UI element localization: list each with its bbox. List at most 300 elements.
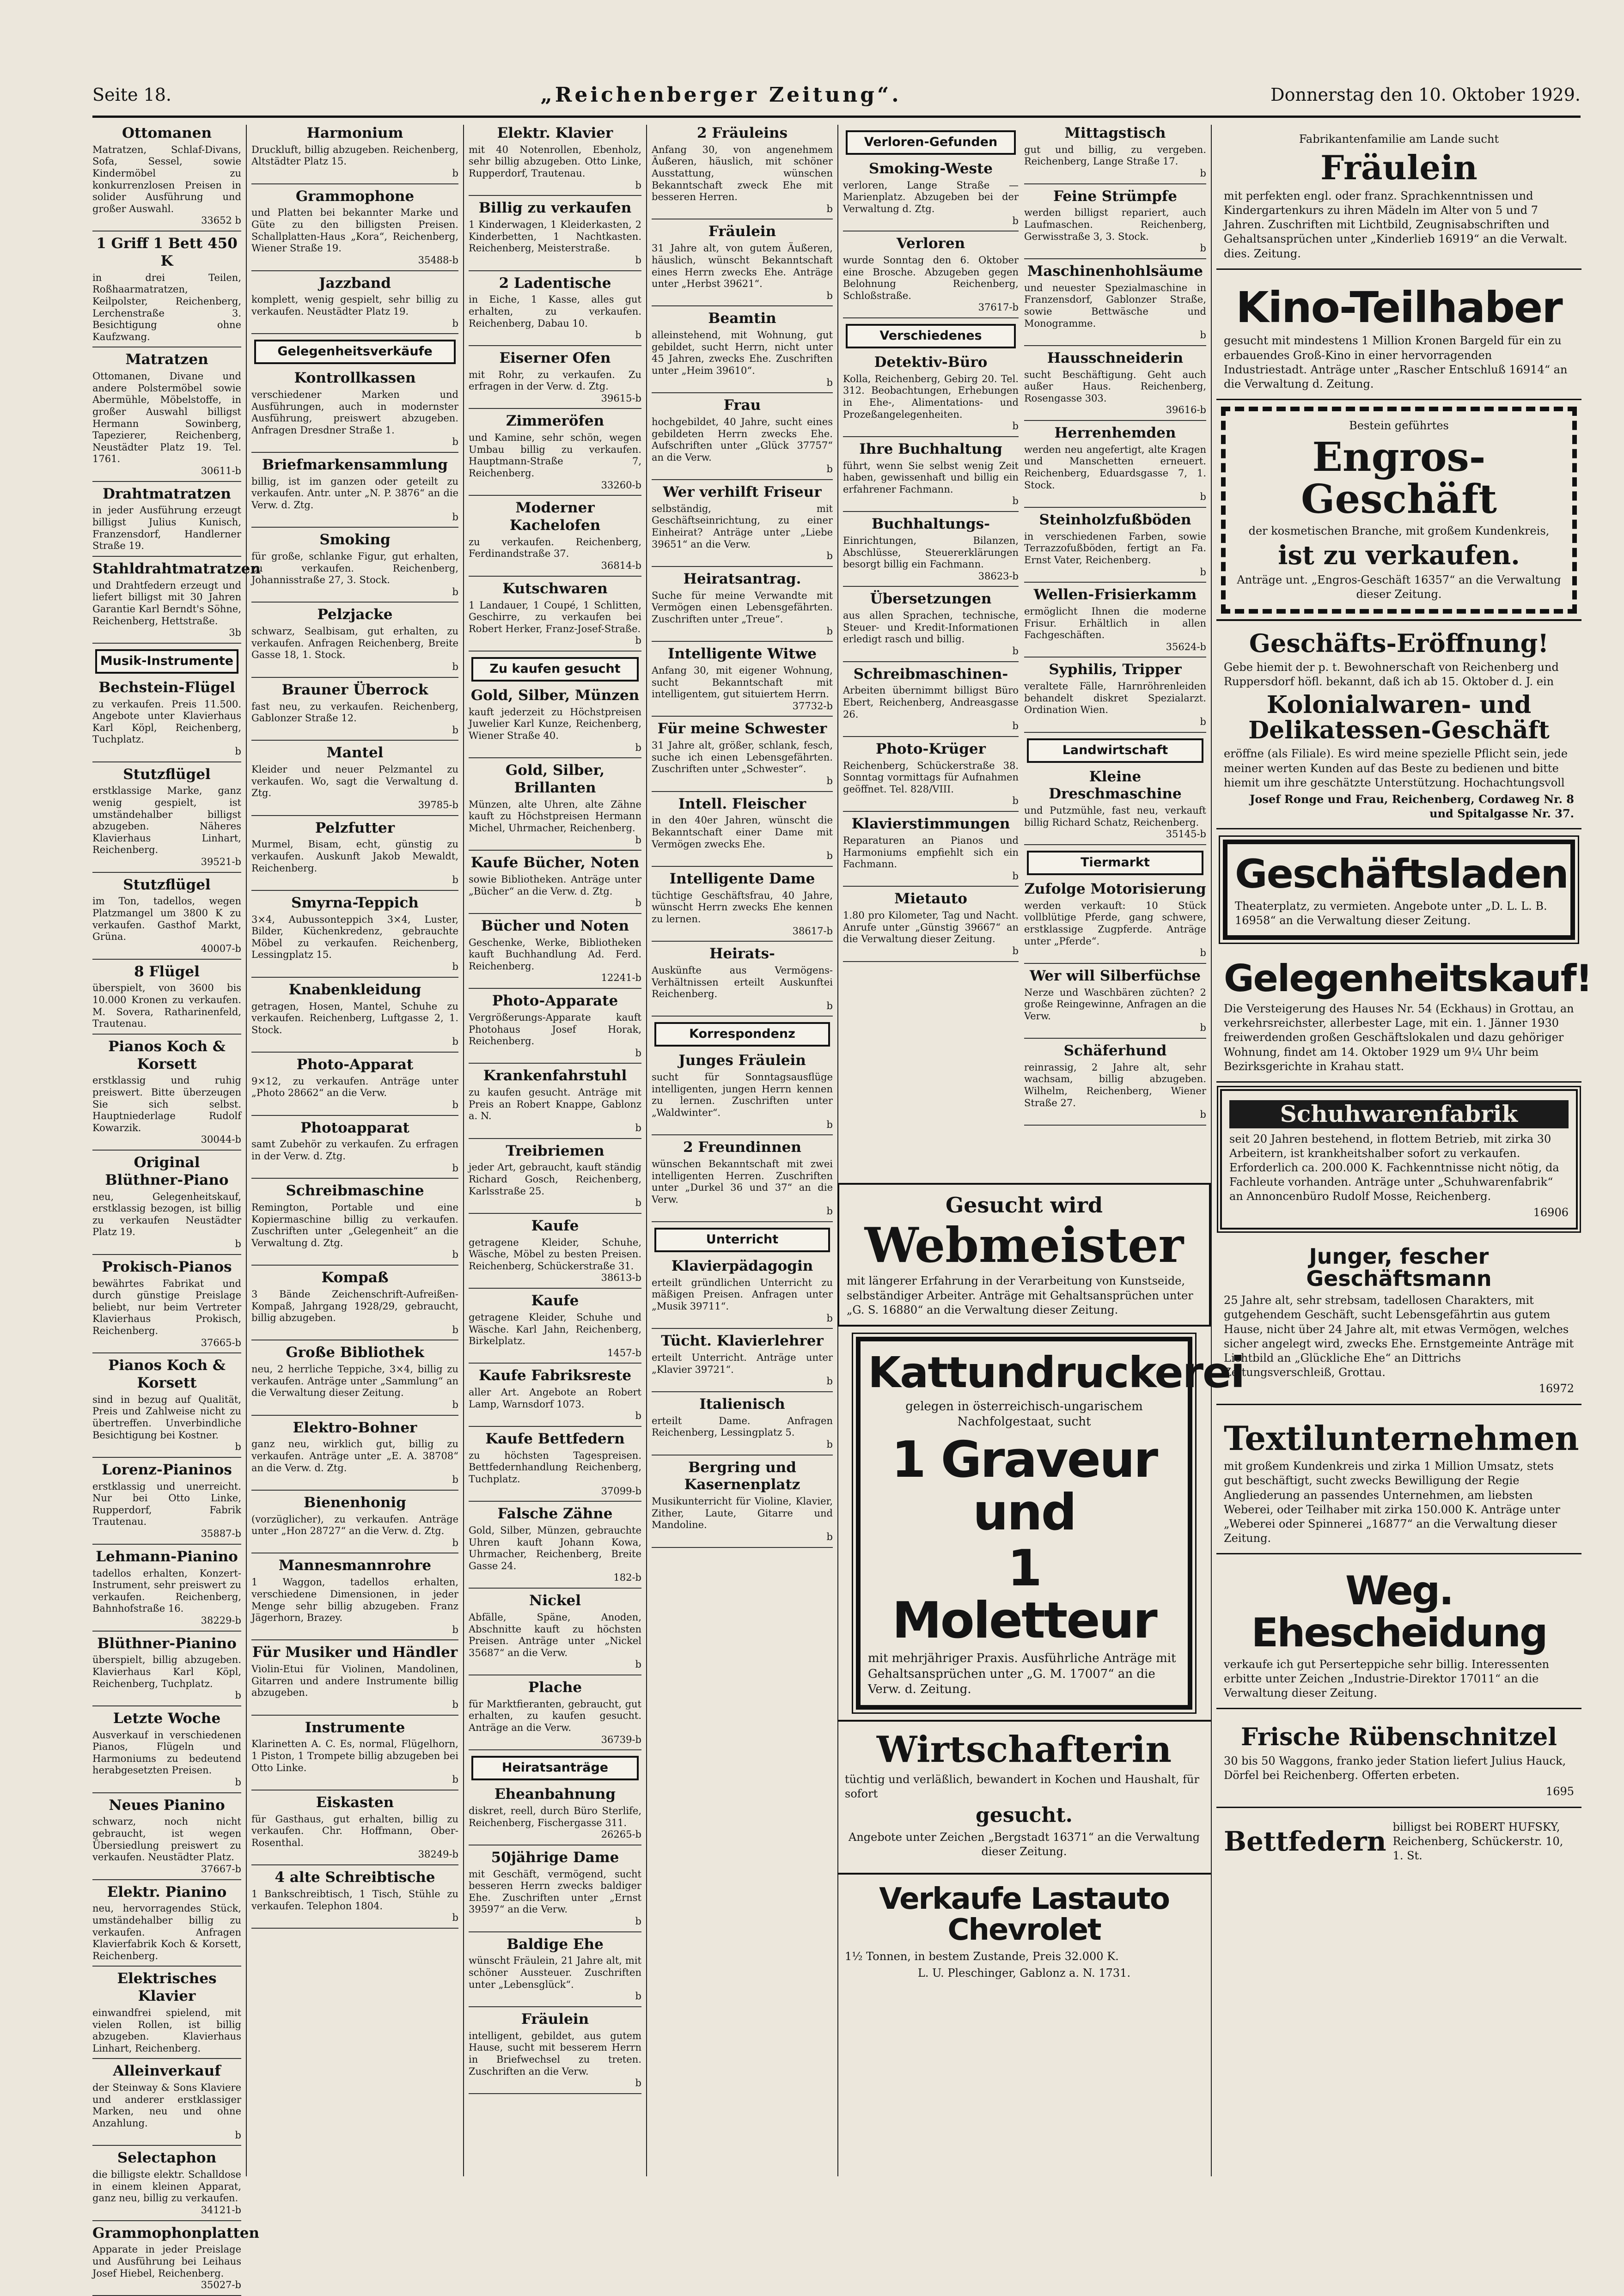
classified-ad <box>92 1548 241 1632</box>
ad-text: (vorzüglicher), zu verkaufen. Anträge unter „Hon 28727“ an die Verw. d. Ztg. <box>251 1513 458 1537</box>
ad-text: bewährtes Fabrikat und durch günstige Preislage beliebt, nur beim Vertreter Klavierhaus Prokisch, Reichenberg. <box>92 1278 241 1336</box>
classified-ad <box>92 1259 241 1353</box>
ad-number: b <box>635 1659 641 1670</box>
ad-heading: Beamtin <box>708 310 776 327</box>
classified-ad <box>92 2224 260 2296</box>
ad-number: b <box>826 850 833 862</box>
ad-text: aller Art. Angebote an Robert Lamp, Warnsdorf 1073. <box>469 1387 641 1410</box>
ad-heading: Matratzen <box>125 351 208 368</box>
ad-text: Anfang 30, von angenehmem Äußeren, häuslich, mit schöner Ausstattung, wünschen Bekanntschaft zweck Ehe mit besseren Herren. <box>652 144 833 203</box>
classified-ad <box>652 484 833 567</box>
classified-ad <box>469 1592 641 1675</box>
ad-heading: Photoapparat <box>300 1119 409 1136</box>
ad-heading: Übersetzungen <box>870 591 992 608</box>
ad-text: Matratzen, Schlaf-Divans, Sofa, Sessel, sowie Kindermöbel zu konkurrenzlosen Preisen in solider Ausführung und großer Auswahl. <box>92 144 241 214</box>
classified-ad <box>251 1120 458 1179</box>
ad-text: tadellos erhalten, Konzert-Instrument, sehr preiswert zu verkaufen. Reichenberg, Bahnhofstraße 16. <box>92 1567 241 1614</box>
ad-heading: Gold, Silber, Münzen <box>470 687 640 704</box>
classified-ad <box>469 918 641 989</box>
ad-text: Suche für meine Verwandte mit Vermögen einen Lebensgefährten. Zuschriften unter „Treue“. <box>652 590 833 625</box>
ad-text: und Drahtfedern erzeugt und liefert billigst mit 30 Jahren Garantie Karl Berndt's Söhne, Reichenberg, Hettstraße. <box>92 579 241 627</box>
ad-heading: Pelzjacke <box>317 606 393 623</box>
ad-number: 37667-b <box>201 1863 241 1875</box>
ad-heading: Elektr. Klavier <box>497 125 613 141</box>
ad-heading: Kaufe <box>531 1292 579 1309</box>
ad-rueben-text: 30 bis 50 Waggons, franko jeder Station liefert Julius Hauck, Dörfel bei Reichenberg. Offerten erbeten. <box>1224 1754 1566 1782</box>
ad-rueben-num: 1695 <box>1545 1785 1574 1798</box>
section-heading: Musik-Instrumente <box>95 649 238 674</box>
ad-text: in drei Teilen, Roßhaarmatratzen, Keilpolster, Reichenberg, Lerchenstraße 3. Besichtigung ohne Kaufzwang. <box>92 272 241 342</box>
ad-text: 1 Bankschreibtisch, 1 Tisch, Stühle zu verkaufen. Telephon 1804. <box>251 1888 458 1912</box>
classified-ad <box>92 1884 241 1967</box>
ad-junger-title: Junger, fescher Geschäftsmann <box>1306 1243 1492 1291</box>
ad-number: b <box>1012 870 1019 882</box>
ad-gelegen-title: Gelegenheitskauf! <box>1224 957 1592 1000</box>
ad-text: intelligent, gebildet, aus gutem Hause, sucht mit besserem Herrn in Briefwechsel zu treten. Zuschriften an die Verw. <box>469 2030 641 2077</box>
column-5 <box>843 125 1019 1169</box>
ad-text: in verschiedenen Farben, sowie Terrazzofußböden, fertigt an Fa. Ernst Vater, Reichenberg. <box>1024 530 1206 566</box>
classified-ad <box>652 310 833 393</box>
ad-number: b <box>635 897 641 909</box>
ad-heading: Schreibmaschine <box>286 1182 424 1200</box>
ad-kattun-graveur: 1 Graveur und <box>891 1431 1157 1541</box>
header-rule <box>92 116 1581 118</box>
section-heading: Gelegenheitsverkäufe <box>254 340 456 364</box>
ad-number: b <box>452 1624 458 1635</box>
classified-ad <box>469 413 641 496</box>
ad-number: 37617-b <box>978 302 1019 313</box>
ad-text: veraltete Fälle, Harnröhrenleiden behandelt diskret Spezialarzt. Ordination Wien. <box>1024 681 1206 716</box>
ad-number: b <box>452 724 458 736</box>
column-divider <box>1211 125 1212 2176</box>
ad-heading: Brauner Überrock <box>281 681 428 698</box>
ad-heading: Maschinenhohlsäume <box>1027 262 1203 280</box>
ad-number: 38229-b <box>201 1614 241 1626</box>
ad-heading: Smoking-Weste <box>868 160 993 177</box>
ad-heading: Zimmeröfen <box>506 413 604 430</box>
ad-number: b <box>452 511 458 523</box>
ad-text: Gold, Silber, Münzen, gebrauchte Uhren kauft Johann Kowa, Uhrmacher, Reichenberg, Breite Gasse 24. <box>469 1525 641 1571</box>
classified-ad <box>652 397 833 480</box>
ad-heading: Photo-Apparat <box>296 1056 414 1073</box>
ad-text: tüchtige Geschäftsfrau, 40 Jahre, wünscht Herrn zwecks Ehe kennen zu lernen. <box>652 889 833 925</box>
classified-ad <box>469 854 641 914</box>
ad-heading: Wer verhilft Friseur <box>663 484 822 501</box>
ad-text: 31 Jahre alt, von gutem Äußeren, häuslich, wünscht Bekanntschaft eines Herrn zwecks Ehe. Anträge unter „Herbst 39621“. <box>652 243 833 290</box>
ad-text: erstklassig und unerreicht. Nur bei Otto Linke, Rupperdorf, Fabrik Trautenau. <box>92 1480 241 1528</box>
ad-text: Ottomanen, Divane und andere Polstermöbel sowie Abermühle, Möbelstoffe, in großer Auswahl billigst Hermann Sowinberg, Tapezierer, Reichenberg, Neustädter Platz 19. Tel. 1761. <box>92 371 241 465</box>
ad-gelegen-text: Die Versteigerung des Hauses Nr. 54 (Eckhaus) in Grottau, an verkehrsreichster, allerbester Lage, mit ein. 1. Jänner 1930 freiwerdenden großen Geschäftslokalen und dazu gehöriger Wohnung, findet am 14. Oktober 1929 um 9¼ Uhr beim Bezirksgerichte in Krahau statt. <box>1224 1002 1574 1073</box>
ad-text: erteilt gründlichen Unterricht zu mäßigen Preisen. Anfragen unter „Musik 39711“. <box>652 1277 833 1312</box>
ad-text: mit Rohr, zu verkaufen. Zu erfragen in der Verw. d. Ztg. <box>469 369 641 392</box>
ad-heading: Harmonium <box>306 125 403 141</box>
ad-text: neu, Gelegenheitskauf, erstklassig bezogen, ist billig zu verkaufen Neustädter Platz 19. <box>92 1191 241 1238</box>
ad-junger-num: 16972 <box>1539 1382 1574 1395</box>
ad-number: 1457-b <box>607 1347 641 1358</box>
ad-number: 36739-b <box>601 1734 641 1745</box>
classified-ad <box>251 125 458 184</box>
ad-number: 30044-b <box>201 1134 241 1145</box>
ad-number: b <box>1200 243 1206 254</box>
classified-ad <box>652 1052 833 1135</box>
ad-eroeff-sign: Josef Ronge und Frau, Reichenberg, Cordaweg Nr. 8 und Spitalgasse Nr. 37. <box>1250 792 1574 821</box>
ad-heading: Verloren <box>896 235 965 252</box>
classified-ad <box>92 1710 241 1793</box>
ad-number: b <box>452 1099 458 1110</box>
ad-number: b <box>452 661 458 673</box>
classified-ad <box>469 1679 641 1750</box>
ad-number: b <box>635 1410 641 1422</box>
ad-wirtschafterin-title: Wirtschafterin <box>876 1729 1172 1771</box>
ad-heading: Letzte Woche <box>113 1710 221 1727</box>
ad-wirtschafterin-text: tüchtig und verläßlich, bewandert in Kochen und Haushalt, für sofort <box>845 1773 1199 1801</box>
classified-ad <box>251 744 458 816</box>
ad-text: werden billigst repariert, auch Laufmaschen. Reichenberg, Gerwisstraße 3, 3. Stock. <box>1024 207 1206 242</box>
ad-number: b <box>1012 795 1019 807</box>
classified-ad <box>1024 768 1206 845</box>
ad-engros-title2: ist zu verkaufen. <box>1278 540 1520 571</box>
classified-ad <box>469 499 641 576</box>
ad-number: 39616-b <box>1166 404 1206 416</box>
classified-ad <box>843 516 1019 587</box>
column-3 <box>469 125 641 2176</box>
ad-heading: Lorenz-Pianinos <box>102 1461 232 1478</box>
ad-number: b <box>235 1777 241 1788</box>
classified-ad <box>92 125 241 231</box>
ad-number: b <box>635 635 641 646</box>
ad-number: b <box>452 1774 458 1785</box>
ad-text: getragen, Hosen, Mantel, Schuhe zu verkaufen. Reichenberg, Luftgasse 2, 1. Stock. <box>251 1000 458 1035</box>
ad-heading: Alleinverkauf <box>113 2063 221 2080</box>
ad-text: getragene Kleider, Schuhe, Wäsche, Möbel zu besten Preisen. Reichenberg, Schückerstraße 31. <box>469 1236 641 1272</box>
classified-ad <box>92 486 241 557</box>
classified-ad <box>1024 125 1206 184</box>
ad-text: überspielt, von 3600 bis 10.000 Kronen zu verkaufen. M. Sovera, Ratharinenfeld, Trautenau. <box>92 982 241 1029</box>
section-heading: Landwirtschaft <box>1027 738 1203 763</box>
ad-text: wurde Sonntag den 6. Oktober eine Brosche. Abzugeben gegen Belohnung Reichenberg, Schloßstraße. <box>843 255 1019 301</box>
ad-wirtschafterin <box>837 1720 1211 1866</box>
ad-wirtschafterin-text2: Angebote unter Zeichen „Bergstadt 16371“ an die Verwaltung dieser Zeitung. <box>848 1830 1200 1858</box>
ad-text: Remington, Portable und eine Kopiermaschine billig zu verkaufen. Zuschriften unter „Gelegenheit“ an die Verwaltung d. Ztg. <box>251 1202 458 1248</box>
ad-heading: Briefmarkensammlung <box>262 456 448 473</box>
section-heading: Korrespondenz <box>654 1022 830 1047</box>
ad-text: kauft jederzeit zu Höchstpreisen Juwelier Karl Kunze, Reichenberg, Wiener Straße 40. <box>469 706 641 741</box>
classified-ad <box>251 1869 458 1929</box>
ad-text: Anfang 30, mit eigener Wohnung, sucht Bekanntschaft mit intelligentem, gut situiertem Herrn. <box>652 664 833 700</box>
classified-ad <box>92 560 261 644</box>
classified-ad <box>251 1056 458 1116</box>
classified-ad <box>652 871 833 942</box>
ad-number: b <box>452 317 458 329</box>
ad-number: 33652 b <box>201 215 241 226</box>
classified-ad <box>92 877 241 960</box>
ad-text: werden verkauft: 10 Stück vollblütige Pferde, gang schwere, erstklassige Zugpferde. Anträge unter „Pferde“. <box>1024 900 1206 947</box>
classified-ad <box>469 1367 641 1427</box>
ad-heading: Feine Strümpfe <box>1053 188 1177 205</box>
ad-text: und Platten bei bekannter Marke und Güte zu den billigsten Preisen. Schallplatten-Haus „Kora“, Reichenberg, Wiener Straße 19. <box>251 207 458 254</box>
ad-rueben-title: Frische Rübenschnitzel <box>1240 1723 1557 1752</box>
ad-number: b <box>1200 168 1206 179</box>
ad-text: jeder Art, gebraucht, kauft ständig Richard Gosch, Reichenberg, Karlsstraße 25. <box>469 1162 641 1197</box>
ad-text: alleinstehend, mit Wohnung, gut gebildet, sucht Herrn, nicht unter 45 Jahren, zwecks Ehe. Zuschriften unter „Heim 39610“. <box>652 329 833 376</box>
classified-ad <box>1024 188 1206 259</box>
classified-ad <box>469 580 641 652</box>
ad-heading: Lehmann-Pianino <box>96 1548 238 1565</box>
ad-text: Nerze und Waschbären züchten? 2 große Reingewinne, Anfragen an die Verw. <box>1024 987 1206 1022</box>
ad-text: Violin-Etui für Violinen, Mandolinen, Gitarren und andere Instrumente billig abzugeben. <box>251 1663 458 1699</box>
ad-heading: Eheanbahnung <box>494 1786 616 1803</box>
ad-text: Arbeiten übernimmt billigst Büro Ebert, Reichenberg, Andreasgasse 26. <box>843 685 1019 720</box>
ad-text: fast neu, zu verkaufen. Reichenberg, Gablonzer Straße 12. <box>251 700 458 724</box>
ad-heading: Kompaß <box>321 1269 389 1286</box>
ad-heading: Neues Pianino <box>109 1797 225 1814</box>
ad-text: sucht Beschäftigung. Geht auch außer Haus. Reichenberg, Rosengasse 303. <box>1024 369 1206 404</box>
ad-number: b <box>635 1991 641 2002</box>
ad-heading: 2 Freundinnen <box>683 1139 801 1156</box>
ad-number: b <box>1012 420 1019 432</box>
ad-heading: Hausschneiderin <box>1047 349 1184 366</box>
ad-heading: Eiskasten <box>316 1794 394 1811</box>
ad-textil-text: mit großem Kundenkreis und zirka 1 Million Umsatz, stets gut beschäftigt, sucht zwecks Bewilligung der Regie Angliederung an passendes Unternehmen, am liebsten Weberei, oder Teilhaber mit zirka 150.000 K. Anträge unter „Weberei oder Spinnerei „16877“ an die Verwaltung dieser Zeitung. <box>1224 1460 1561 1545</box>
ad-number: b <box>635 1916 641 1927</box>
ad-number: b <box>1200 491 1206 503</box>
ad-heading: Schäferhund <box>1063 1042 1167 1060</box>
ad-text: der Steinway & Sons Klaviere und anderer erstklassiger Marken, neu und ohne Anzahlung. <box>92 2082 241 2129</box>
ad-text: Geschenke, Werke, Bibliotheken kauft Buchhandlung Ad. Ferd. Reichenberg. <box>469 937 641 972</box>
ad-ruebenschnitzel <box>1216 1716 1581 1808</box>
classified-ad <box>843 890 1019 962</box>
classified-ad <box>251 457 458 528</box>
ad-text: überspielt, billig abzugeben. Klavierhaus Karl Köpl, Reichenberg, Tuchplatz. <box>92 1654 241 1689</box>
ad-number: b <box>635 179 641 191</box>
ad-heading: Elektr. Pianino <box>107 1883 227 1900</box>
column-divider <box>646 125 647 2176</box>
display-ads-lower <box>837 1183 1244 2176</box>
classified-ad <box>92 235 241 347</box>
ad-gelegenheitskauf <box>1216 950 1592 1083</box>
ad-heading: 1 Griff 1 Bett 450 K <box>96 235 238 269</box>
section-heading: Unterricht <box>654 1228 830 1252</box>
ad-text: hochgebildet, 40 Jahre, sucht eines gebildeten Herrn zwecks Ehe. Aufschriften unter „Glück 37757“ an die Verw. <box>652 416 833 463</box>
ad-schuh-text: seit 20 Jahren bestehend, in flottem Betrieb, mit zirka 30 Arbeitern, ist krankheitshalber sofort zu verkaufen. Erforderlich ca. 200.000 K. Fachkenntnisse nicht nötig, da Fachleute vorhanden. Anträge unter „Schuhwarenfabrik“ an Annoncenbüro Rudolf Mosse, Reichenberg. <box>1229 1132 1559 1203</box>
ad-webmeister-text: mit längerer Erfahrung in der Verarbeitung von Kunstseide, selbständiger Arbeiter. Anträge mit Gehaltsansprüchen unter „G. S. 16880“ an die Verwaltung dieser Zeitung. <box>847 1274 1193 1316</box>
ad-number: b <box>1200 947 1206 959</box>
ad-number: b <box>452 586 458 597</box>
ad-number: 37665-b <box>201 1337 241 1348</box>
ad-heading: Mannesmannrohre <box>278 1557 432 1574</box>
ad-number: b <box>826 625 833 637</box>
ad-text: im Ton, tadellos, wegen Platzmangel um 3800 K zu verkaufen. Gasthof Markt, Grüna. <box>92 895 241 943</box>
ad-number: b <box>452 1474 458 1486</box>
classified-ad <box>251 1644 458 1715</box>
classified-ad <box>652 1333 833 1392</box>
ad-textil-title: Textilunternehmen <box>1224 1418 1579 1458</box>
ad-heading: 50jährige Dame <box>491 1849 619 1866</box>
ad-engros-text2: Anträge unt. „Engros-Geschäft 16357“ an die Verwaltung dieser Zeitung. <box>1237 573 1561 601</box>
ad-number: 37099-b <box>601 1485 641 1497</box>
classified-ad <box>843 591 1019 662</box>
ad-heading: Eiserner Ofen <box>499 349 611 366</box>
ad-number: b <box>826 1376 833 1387</box>
classified-ad <box>469 350 641 409</box>
section-heading: Zu kaufen gesucht <box>471 657 639 682</box>
ad-heading: Falsche Zähne <box>497 1505 613 1523</box>
ad-geschaeftsladen <box>1223 840 1575 940</box>
ad-ehe-title: Weg. Ehescheidung <box>1251 1568 1547 1656</box>
ad-engros-top: Bestein geführtes <box>1349 419 1449 432</box>
ad-text: 1 Kinderwagen, 1 Kleiderkasten, 2 Kinderbetten, 1 Nachtkasten. Reichenberg, Meisterstraße. <box>469 219 641 254</box>
ad-eroeff-title2: Kolonialwaren- und Delikatessen-Geschäft <box>1248 691 1550 744</box>
ad-heading: Kutschwaren <box>502 580 608 597</box>
ad-number: b <box>635 254 641 266</box>
ad-heading: Selectaphon <box>117 2150 217 2167</box>
ad-number: b <box>826 203 833 214</box>
classified-ad <box>251 370 458 453</box>
ad-text: Reparaturen an Pianos und Harmoniums empfiehlt sich ein Fachmann. <box>843 834 1019 870</box>
ad-text: erstklassig und ruhig preiswert. Bitte überzeugen Sie sich selbst. Hauptniederlage Rudolf Kowarzik. <box>92 1075 241 1133</box>
ad-heading: Frau <box>723 397 761 414</box>
ad-heading: Plache <box>528 1679 582 1696</box>
ad-webmeister <box>837 1183 1211 1327</box>
classified-ad <box>251 531 458 603</box>
ad-heading: Treibriemen <box>506 1142 604 1159</box>
ad-kino-text: gesucht mit mindestens 1 Million Kronen Bargeld für ein zu erbauendes Groß-Kino in einer hervorragenden Industriestadt. Anträge unter „Rascher Entschluß 16914“ an die Verwaltung d. Zeitung. <box>1224 334 1568 390</box>
ad-text: ermöglicht Ihnen die moderne Frisur. Erhältlich in allen Fachgeschäften. <box>1024 605 1206 641</box>
ad-heading: Heiratsantrag. <box>683 570 801 587</box>
ad-heading: Elektro-Bohner <box>293 1419 417 1436</box>
ad-heading: Photo-Apparate <box>492 993 618 1010</box>
ad-text: aus allen Sprachen, technische, Steuer- und Kredit-Informationen erledigt rasch und billig. <box>843 610 1019 645</box>
classified-ad <box>843 741 1019 812</box>
ad-fraeulein-top: Fabrikantenfamilie am Lande sucht <box>1299 133 1499 146</box>
ad-chevrolet-title: Verkaufe Lastauto Chevrolet <box>879 1882 1169 1948</box>
ad-text: selbständig, mit Geschäftseinrichtung, zu einer Einheirat? Anträge unter „Liebe 39651“ an die Verw. <box>652 503 833 550</box>
ad-heading: 2 Ladentische <box>499 274 611 292</box>
ad-text: Apparate in jeder Preislage und Ausführung bei Leihaus Josef Hiebel, Reichenberg. <box>92 2244 241 2279</box>
classified-ad <box>251 188 458 271</box>
ad-text: 1 Landauer, 1 Coupé, 1 Schlitten, Geschirre, zu verkaufen bei Robert Herker, Franz-Josef-Straße. <box>469 599 641 634</box>
ad-ehescheidung <box>1216 1561 1581 1709</box>
ad-number: b <box>1200 566 1206 578</box>
ad-heading: Tücht. Klavierlehrer <box>661 1333 824 1350</box>
classified-ad <box>251 1344 458 1415</box>
ad-text: schwarz, noch nicht gebraucht, ist wegen Übersiedlung preiswert zu verkaufen. Neustädter Platz. <box>92 1816 241 1863</box>
ad-number: b <box>826 550 833 562</box>
classified-ad <box>469 1218 641 1289</box>
ad-number: b <box>452 168 458 179</box>
ad-chevrolet-text: 1½ Tonnen, in bestem Zustande, Preis 32.000 K. <box>845 1950 1119 1963</box>
ad-schuh-title: Schuhwarenfabrik <box>1229 1100 1569 1128</box>
ad-text: sowie Bibliotheken. Anträge unter „Bücher“ an die Verw. d. Ztg. <box>469 874 641 897</box>
classified-ad <box>469 200 641 271</box>
ad-heading: Steinholzfußböden <box>1039 511 1191 528</box>
classified-ad <box>1024 586 1206 658</box>
ad-number: 35887-b <box>201 1528 241 1540</box>
ad-kino-title: Kino-Teilhaber <box>1236 282 1562 332</box>
ad-number: b <box>452 1537 458 1548</box>
classified-ad <box>469 1936 641 2007</box>
ad-number: b <box>635 834 641 846</box>
ad-heading: Baldige Ehe <box>507 1936 604 1953</box>
classified-ad <box>469 1431 641 1502</box>
ad-text: getragene Kleider, Schuhe und Wäsche. Karl Jahn, Reichenberg, Birkelplatz. <box>469 1311 641 1347</box>
ad-number: 34121-b <box>201 2204 241 2216</box>
ad-number: b <box>1200 329 1206 341</box>
classified-ad <box>469 2011 641 2094</box>
ad-text: 3×4, Aubussonteppich 3×4, Luster, Bilder, Küchenkredenz, gebrauchte Möbel zu verkaufen. Reichenberg, Lessingplatz 15. <box>251 914 458 961</box>
ad-text: mit Geschäft, vermögend, sucht besseren Herrn zwecks baldiger Ehe. Zuschriften unter „Ernst 39597“ an die Verw. <box>469 1868 641 1915</box>
ad-heading: Bergring und Kasernenplatz <box>684 1459 800 1493</box>
classified-ad <box>652 125 833 219</box>
ad-kattun-title: Kattundruckerei <box>868 1348 1244 1398</box>
classified-ad <box>92 2150 241 2221</box>
ad-number: b <box>452 1162 458 1174</box>
ad-text: einwandfrei spielend, mit vielen Rollen, ist billig abzugeben. Klavierhaus Linhart, Reichenberg. <box>92 2007 241 2054</box>
ad-chevrolet-text2: L. U. Pleschinger, Gablonz a. N. 1731. <box>917 1966 1131 1979</box>
ad-geschaeftseroeffnung <box>1216 619 1581 829</box>
ad-number: b <box>826 1000 833 1011</box>
ad-number: 38613-b <box>601 1272 641 1284</box>
column-4 <box>652 125 833 2176</box>
ad-schuhwarenfabrik <box>1220 1089 1578 1230</box>
ad-text: und Putzmühle, fast neu, verkauft billig Richard Schatz, Reichenberg. <box>1024 805 1206 828</box>
ad-heading: Intelligente Dame <box>669 870 815 887</box>
ad-number: b <box>1012 945 1019 956</box>
classified-ad <box>843 160 1019 231</box>
classified-ad <box>652 223 833 306</box>
ad-kino <box>1216 276 1581 400</box>
column-divider <box>463 125 464 2176</box>
ad-text: erstklassige Marke, ganz wenig gespielt, ist umständehalber billigst abzugeben. Näheres Klavierhaus Linhart, Reichenberg. <box>92 785 241 856</box>
ad-number: 39615-b <box>601 392 641 404</box>
ad-heading: Detektiv-Büro <box>874 353 988 371</box>
ad-text: erteilt Dame. Anfragen Reichenberg, Lessingplatz 5. <box>652 1415 833 1438</box>
ad-laden-title: Geschäftsladen <box>1235 851 1568 898</box>
ad-number: b <box>452 1036 458 1048</box>
ad-schuh-num: 16906 <box>1533 1206 1569 1219</box>
ad-text: Reichenberg, Schückerstraße 38. Sonntag vormittags für Aufnahmen geöffnet. Tel. 828/VIII. <box>843 760 1019 795</box>
ad-heading: Pianos Koch & Korsett <box>108 1038 226 1072</box>
ad-heading: Kontrollkassen <box>294 370 416 387</box>
ad-number: 35624-b <box>1166 641 1206 652</box>
ad-number: 39785-b <box>418 799 458 810</box>
ad-number: b <box>452 1249 458 1261</box>
ad-text: neu, hervorragendes Stück, umständehalber billig zu verkaufen. Anfragen Klavierfabrik Koch & Korsett, Reichenberg. <box>92 1903 241 1961</box>
classified-ad <box>92 1462 241 1545</box>
classified-ad <box>251 1719 458 1791</box>
ad-fraeulein-title: Fräulein <box>1320 148 1477 188</box>
ad-heading: Kaufe Fabriksreste <box>478 1367 632 1384</box>
ad-heading: Syphilis, Tripper <box>1049 661 1182 678</box>
ad-text: in Eiche, 1 Kasse, alles gut erhalten, zu verkaufen. Reichenberg, Dabau 10. <box>469 294 641 329</box>
ad-heading: Intell. Fleischer <box>678 795 806 812</box>
classified-ad <box>251 606 458 677</box>
ad-number: b <box>1200 1109 1206 1121</box>
ad-text: wünschen Bekanntschaft mit zwei intelligenten Herren. Zuschriften unter „Durkel 36 und 37“ an die Verw. <box>652 1158 833 1205</box>
classified-ad <box>1024 968 1206 1039</box>
ad-text: 3 Bände Zeichenschrift-Aufreißen-Kompaß, Jahrgang 1928/29, gebraucht, billig abzugeben. <box>251 1288 458 1324</box>
ad-text: führt, wenn Sie selbst wenig Zeit haben, gewissenhaft und billig ein erfahrener Fachmann. <box>843 460 1019 495</box>
classified-ad <box>843 235 1019 318</box>
classified-ad <box>92 679 241 762</box>
ad-text: komplett, wenig gespielt, sehr billig zu verkaufen. Neustädter Platz 19. <box>251 294 458 317</box>
ad-number: 3b <box>229 627 241 639</box>
page-header <box>92 79 1581 111</box>
ad-number: b <box>235 2129 241 2141</box>
ad-text: verschiedener Marken und Ausführungen, auch in modernster Ausführung, preiswert abzugeben. Anfragen Dresdner Straße 1. <box>251 389 458 436</box>
ad-number: b <box>635 1197 641 1209</box>
classified-ad <box>652 571 833 642</box>
